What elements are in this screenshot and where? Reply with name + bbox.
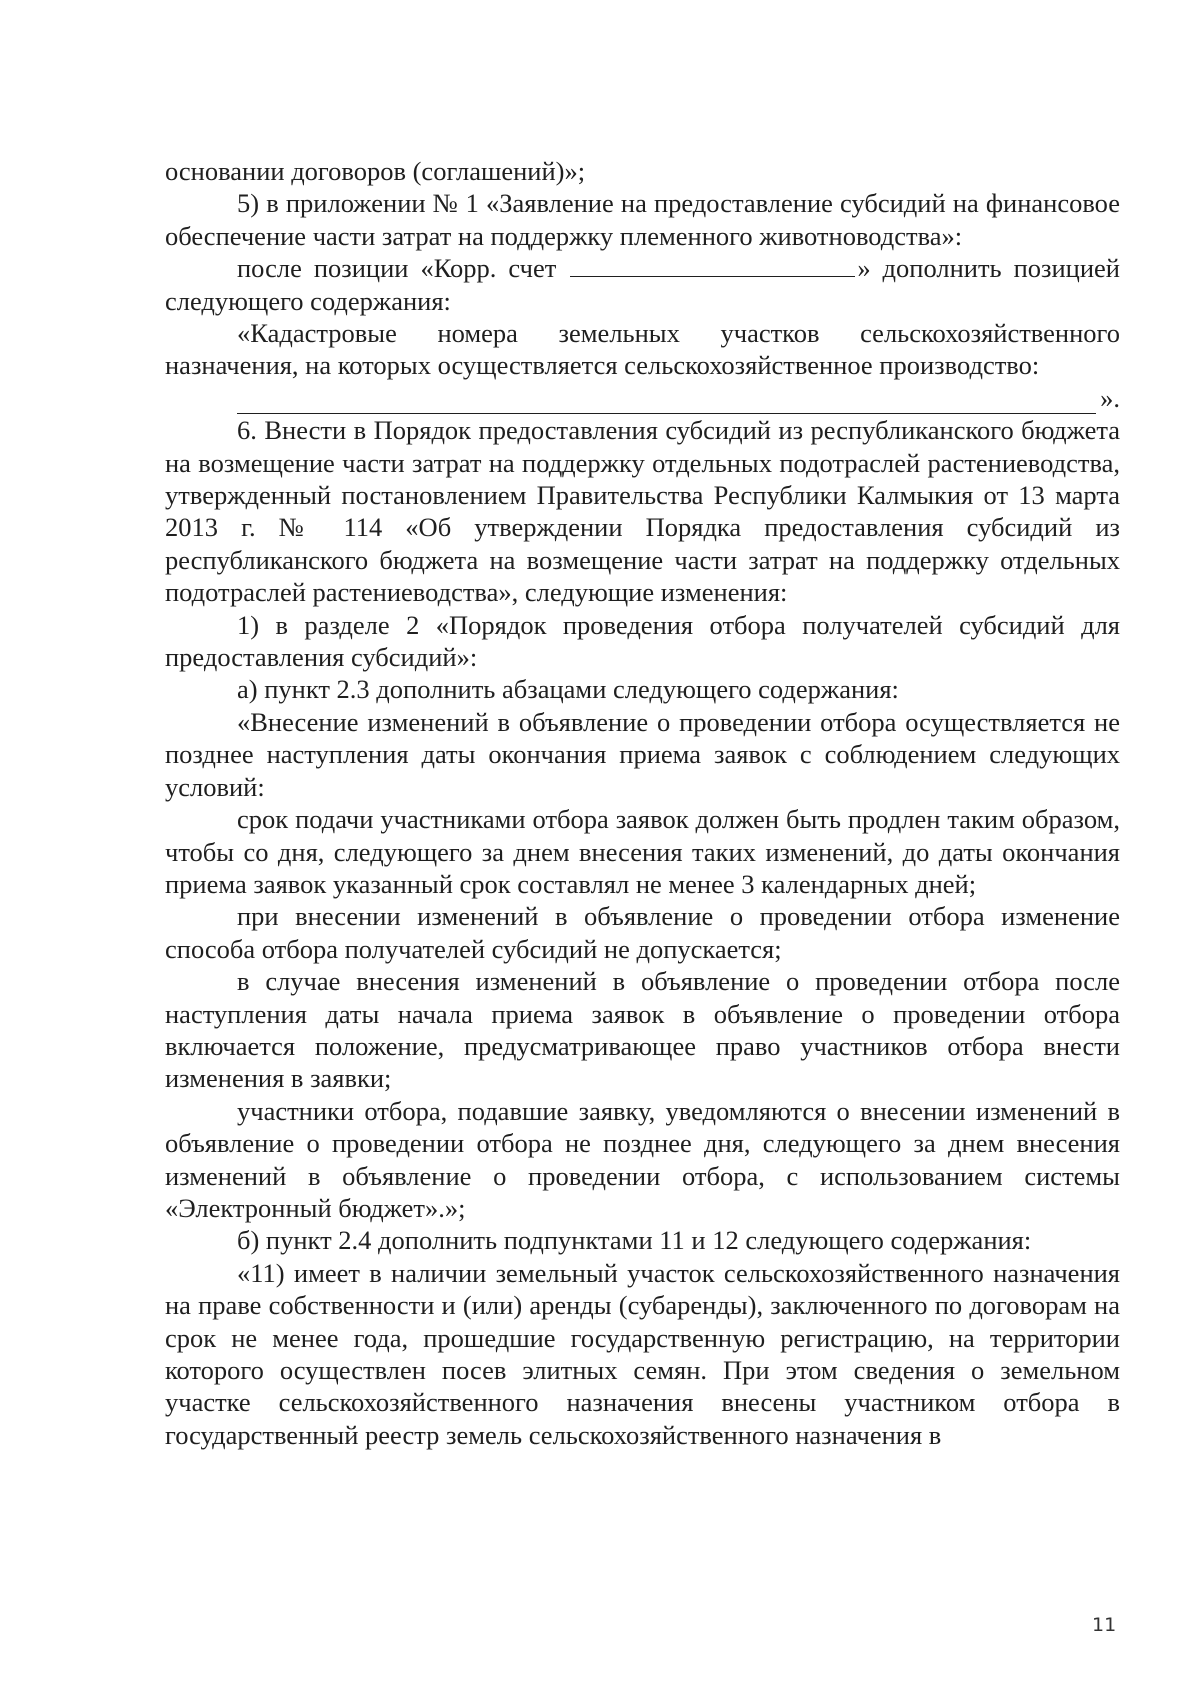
- paragraph-3: [165, 252, 1120, 317]
- account-blank-line: [570, 258, 855, 277]
- paragraph-1: основании договоров (соглашений)»;: [165, 156, 586, 186]
- paragraph-9: «Внесение изменений в объявление о проведении отбора осуществляется не позднее наступления даты окончания приема заявок с соблюдением следующих условий:: [165, 706, 1120, 802]
- cadastral-closing: ».: [1100, 382, 1120, 413]
- page-number: 11: [1092, 1614, 1117, 1636]
- paragraph-15: «11) имеет в наличии земельный участок сельскохозяйственного назначения на праве собственности и (или) аренды (субаренды), заключенного по договорам на срок не менее года, прошедшие государственную регистрацию, на территории которого осуществлен посев элитных семян. При этом сведения о земельном участке сельскохозяйственного назначения внесены участником отбора в государственный реестр земель сельскохозяйственного назначения в: [165, 1257, 1120, 1450]
- paragraph-2: 5) в приложении № 1 «Заявление на предоставление субсидий на финансовое обеспечение части затрат на поддержку племенного животноводства»:: [165, 188, 1120, 251]
- document-body: [165, 155, 1120, 1451]
- paragraph-8: а) пункт 2.3 дополнить абзацами следующего содержания:: [237, 674, 899, 705]
- paragraph-12: в случае внесения изменений в объявление о проведении отбора после наступления даты начала приема заявок в объявление о проведении отбора включается положение, предусматривающее право участников отбора внести изменения в заявки;: [165, 966, 1120, 1094]
- paragraph-3-before: после позиции «Корр. счет: [237, 253, 557, 284]
- paragraph-11: при внесении изменений в объявление о проведении отбора изменение способа отбора получателей субсидий не допускается;: [165, 901, 1120, 964]
- cadastral-blank-line: [237, 391, 1096, 414]
- paragraph-7: 1) в разделе 2 «Порядок проведения отбора получателей субсидий для предоставления субсидий»:: [165, 609, 1120, 673]
- cadastral-blank-line-row: [165, 382, 1120, 414]
- paragraph-3-after: » дополнить позицией следующего содержания:: [165, 253, 1120, 316]
- paragraph-14: б) пункт 2.4 дополнить подпунктами 11 и 12 следующего содержания:: [237, 1225, 1032, 1256]
- paragraph-6: 6. Внести в Порядок предоставления субсидий из республиканского бюджета на возмещение части затрат на поддержку отдельных подотраслей растениеводства, утвержденный постановлением Правительства Республики Калмыкия от 13 марта 2013 г. № 114 «Об утверждении Порядка предоставления субсидий из республиканского бюджета на возмещение части затрат на поддержку отдельных подотраслей растениеводства», следующие изменения:: [165, 415, 1120, 608]
- paragraph-10: срок подачи участниками отбора заявок должен быть продлен таким образом, чтобы со дня, следующего за днем внесения таких изменений, до даты окончания приема заявок указанный срок составлял не менее 3 календарных дней;: [165, 804, 1120, 899]
- paragraph-13: участники отбора, подавшие заявку, уведомляются о внесении изменений в объявление о проведении отбора не позднее дня, следующего за днем внесения изменений в объявление о проведении отбора, с использованием системы «Электронный бюджет».»;: [165, 1095, 1120, 1223]
- paragraph-4: «Кадастровые номера земельных участков сельскохозяйственного назначения, на которых осуществляется сельскохозяйственное производство:: [165, 318, 1120, 381]
